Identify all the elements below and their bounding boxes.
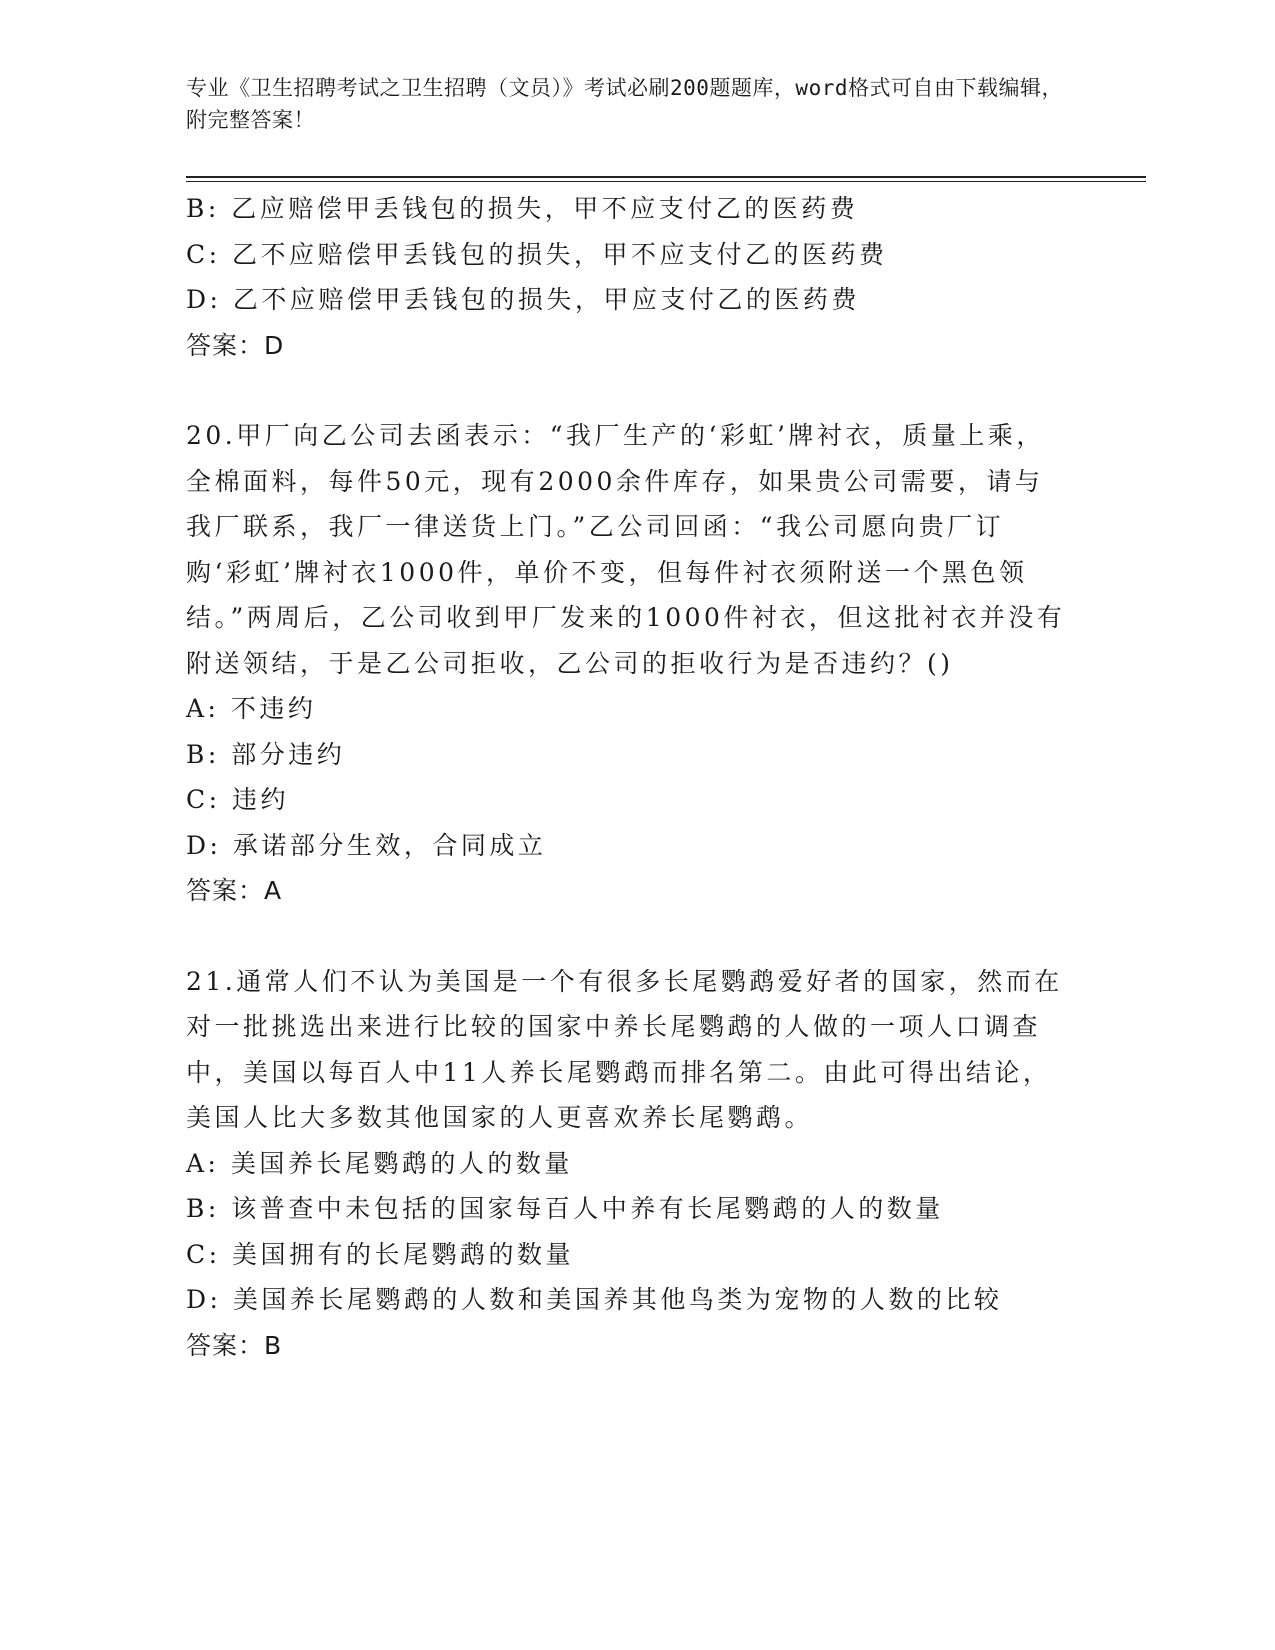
option-c: C: 美国拥有的长尾鹦鹉的数量 (186, 1239, 574, 1269)
question-stem: 20.甲厂向乙公司去函表示：“我厂生产的‘彩虹’牌衬衣，质量上乘，全棉面料，每件50元，现有2000余件库存，如果贵公司需要，请与我厂联系，我厂一律送货上门。”乙公司回函：“我公司愿向贵厂订购‘彩虹’牌衬衣1000件，单价不变，但每件衬衣须附送一个黑色领结。”两周后，乙公司收到甲厂发来的1000件衬衣，但这批衬衣并没有附送领结，于是乙公司拒收，乙公司的拒收行为是否违约？() (186, 421, 1066, 678)
header-divider-thick (186, 176, 1146, 178)
answer: 答案：A (186, 876, 283, 905)
option-a: A: 不违约 (186, 694, 317, 723)
option-b: B: 乙应赔偿甲丢钱包的损失，甲不应支付乙的医药费 (186, 194, 859, 223)
option-d: D: 乙不应赔偿甲丢钱包的损失，甲应支付乙的医药费 (186, 285, 860, 314)
option-a: A: 美国养长尾鹦鹉的人的数量 (186, 1148, 573, 1178)
question-stem: 21.通常人们不认为美国是一个有很多长尾鹦鹉爱好者的国家，然而在对一批挑选出来进行比较的国家中养长尾鹦鹉的人做的一项人口调查中，美国以每百人中11人养长尾鹦鹉而排名第二。由此可得出结论，美国人比大多数其他国家的人更喜欢养长尾鹦鹉。 (186, 966, 1063, 1132)
answer: 答案：B (186, 1330, 283, 1360)
question-20 (186, 413, 1066, 914)
question-content (186, 186, 1066, 1368)
option-b: B: 部分违约 (186, 739, 346, 769)
spacer (186, 914, 1066, 959)
option-c: C: 乙不应赔偿甲丢钱包的损失，甲不应支付乙的医药费 (186, 239, 888, 269)
option-d: D: 美国养长尾鹦鹉的人数和美国养其他鸟类为宠物的人数的比较 (186, 1285, 1003, 1314)
document-header: 专业《卫生招聘考试之卫生招聘（文员）》考试必刷200题题库，word格式可自由下载编辑，附完整答案！ (186, 76, 1063, 132)
spacer (186, 368, 1066, 413)
question-21 (186, 959, 1066, 1369)
question-19 (186, 186, 1066, 368)
option-c: C: 违约 (186, 785, 289, 814)
option-b: B: 该普查中未包括的国家每百人中养有长尾鹦鹉的人的数量 (186, 1194, 944, 1223)
option-d: D: 承诺部分生效，合同成立 (186, 830, 547, 860)
answer: 答案：D (186, 330, 285, 360)
header-divider-thin (186, 181, 1146, 182)
